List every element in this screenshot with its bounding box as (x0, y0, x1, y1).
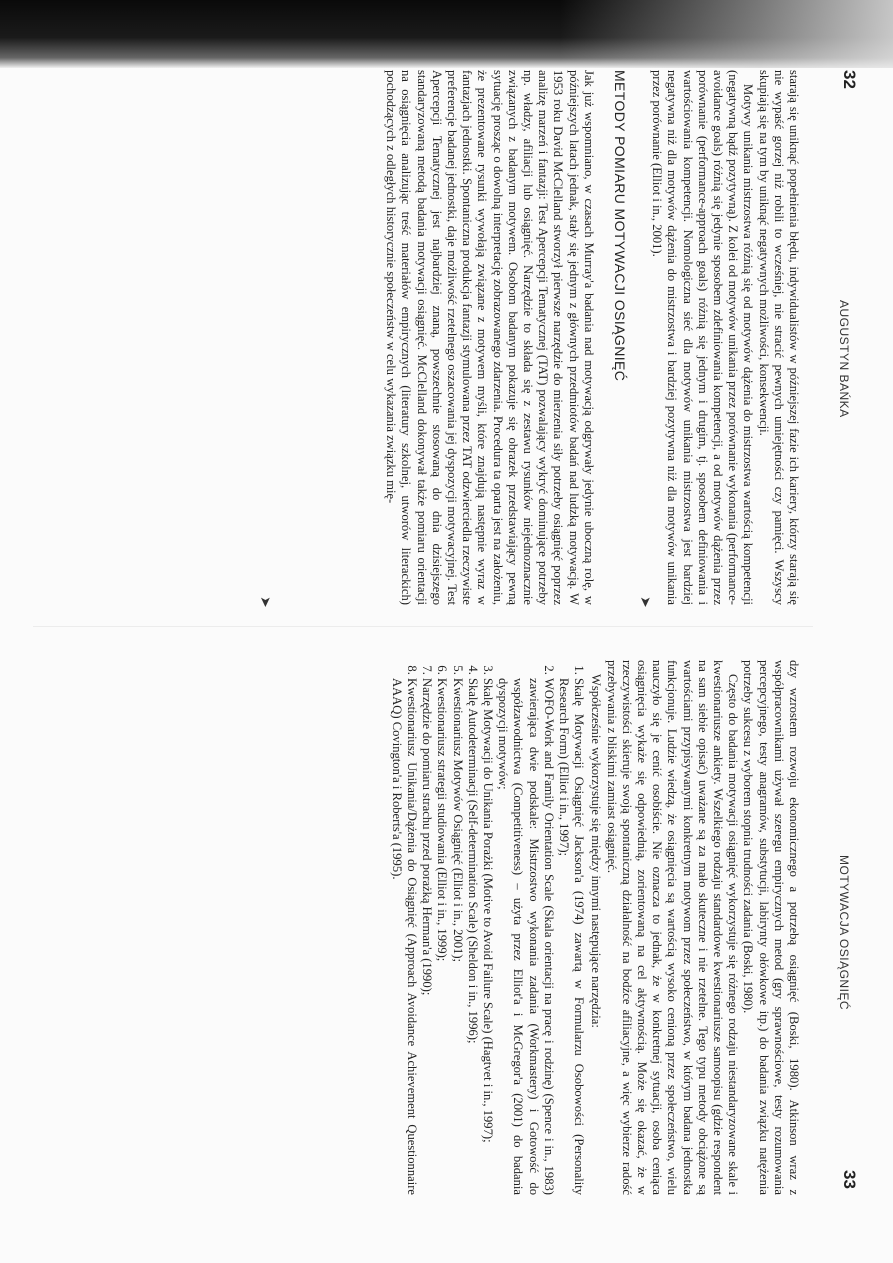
paragraph: Motywy unikania mistrzostwa różnią się od motywów dążenia do mistrzostwa wartością kompetencji (negatywną bądź pozytywną). Z kolei od motywów unikania przez porównanie wykonania (performance-avoidance goals) różnią się jedynie sposobem zdefiniowania kompetencji, a od motywów dążenia przez porównanie (performance-approach goals) różnią się jednym i drugim, tj. sposobem definiowania i wartościowania kompetencji. Nomologiczna sieć dla motywów unikania mistrzostwa jest bardziej negatywna niż dla motywów dążenia do mistrzostwa i bardziej pozytywna niż dla motywów unikania przez porównanie (Elliot i in., 2001). (650, 70, 756, 605)
book-gutter (33, 626, 813, 627)
paragraph: starają się uniknąć popełnienia błędu, indywidualistów w późniejszej fazie ich kariery, którzy starają się nie wypaść gorzej niż robili to wcześniej, nie stracić pewnych umiejętności czy pamięci. Wszyscy skupiają się na tym by uniknąć negatywnych możliwości, konsekwencji. (756, 70, 801, 605)
list-item: 8. Kwestionariusz Unikania/Dążenia do Osiągnięć (Approach Avoidance Achievement Questionnaire AAAQ) Covington'a i Roberts'a (1995). (389, 678, 419, 1195)
paragraph: Często do badania motywacji osiągnięć wykorzystuje się różnego rodzaju niestandaryzowane skale i kwestionariusze ankiety. Wszelkiego rodzaju standardowe kwestionariusze samoopisu (gdzie respondent na sam siebie opisać) uważane są za mało skuteczne i nie rzetelne. Tego typu metody obciążone są wartościami przypisywanymi konkretnym motywom przez społeczeństwo, w którym badana jednostka funkcjonuje. Ludzie wiedzą, że osiągnięcia są wartością wysoko cenioną przez społeczeństwo, wielu nauczyło się je cenić osobiście. Nie oznacza to jednak, że w konkretnej sytuacji, osoba ceniąca osiągnięcia wykaże się odpowiednią, zorientowaną na cel aktywnością. Może się okazać, że w rzeczywistości skieruje swoją spontaniczną działalność na bodźce afiliacyjne, a więc wybierze radość przebywania z bliskimi zamiast osiągnięć. (604, 660, 741, 1195)
paragraph: Współcześnie wykorzystuje się między innymi następujące narzędzia: (589, 674, 604, 1028)
list-item: 4. Skalę Autodeterminacji (Self-determination Scale) (Sheldon i in., 1996); (465, 678, 480, 1195)
tools-list (389, 660, 587, 1195)
paragraph: Jak już wspomniano, w czasach Murray'a badania nad motywacją odgrywały jedynie uboczną rolę, w późniejszych latach jednak, stały się jednym z głównych przedmiotów badań nad ludzką motywacją. W 1953 roku David McClelland stworzył pierwsze narzędzie do mierzenia siły potrzeby osiągnięć poprzez analizę marzeń i fantazji: Test Apercepcji Tematycznej (TAT) pozwalający wykryć dominujące potrzeby np. władzy, afiliacji lub osiągnięć. Narzędzie to składa się z zestawu rysunków niejednoznacznie związanych z badanym motywem. Osobom badanym pokazuje się obrazek przedstawiający pewną sytuację prosząc o dowolną interpretację zobrazowanego zdarzenia. Procedura ta oparta jest na założeniu, że prezentowane rysunki wywołają związane z motywem myśli, które znajdują następnie wyraz w fantazjach jednostki. Spontaniczna produkcja fantazji stymulowana przez TAT odzwierciedla rzeczywiste preferencje badanej jednostki, daje możliwość rzetelnego oszacowania jej dyspozycji motywacyjnej. Test Apercepcji Tematycznej jest najbardziej znaną, powszechnie stosowaną do dnia dzisiejszego standaryzowaną metodą badania motywacji osiągnięć. McClelland dokonywał także pomiaru orientacji na osiągnięcia analizując treść materiałów empirycznych (literatury szkolnej, utworów literackich) pochodzących z odległych historycznie społeczeństw w celu wykazania związku mię- (384, 70, 596, 605)
running-header-left: AUGUSTYN BAŃKA (837, 300, 851, 418)
list-item: 3. Skalę Motywacji do Unikania Porażki (Motive to Avoid Failure Scale) (Hagtvet i in., 1997); (480, 678, 495, 1195)
paragraph: dzy wzrostem rozwoju ekonomicznego a potrzebą osiągnięć (Boski, 1980). Atkinson wraz z współpracownikami używał szeregu empirycznych metod (gry sprawnościowe, testy rozumowania percepcyjnego, testy anagramów, substytucji, labirynty ołówkowe itp.) do badania związku natężenia potrzeby sukcesu z wyborem stopnia trudności zadania (Boski, 1980). (741, 660, 801, 1195)
page-number-right: 33 (840, 1170, 859, 1189)
scan-mark: ➤ (637, 596, 653, 608)
section-heading: METODY POMIARU MOTYWACJI OSIĄGNIĘĆ (611, 70, 628, 382)
list-item: 1. Skalę Motywacji Osiągnięć Jackson'a (1974) zawartą w Formularzu Osobowości (Personality Research Form) (Elliot i in., 1997); (556, 678, 586, 1195)
list-item: 5. Kwestionariusz Motywów Osiągnięć (Elliot i in., 2001); (449, 678, 464, 1195)
left-column (383, 70, 801, 605)
list-item: 6. Kwestionariusz strategii studiowania (Elliot i in., 1999); (434, 678, 449, 1195)
page-number-left: 32 (840, 70, 859, 89)
scan-mark: ➤ (257, 596, 273, 608)
list-item: 7. Narzędzie do pomiaru strachu przed porażką Herman'a (1990); (419, 678, 434, 1195)
right-column (389, 660, 801, 1195)
list-item: 2. WOFO-Work and Family Orientation Scale (Skala orientacji na pracę i rodzinę) (Spence i in., 1983) zawierająca dwie podskale: Mistrzostwo wykonania zadania (Workmastery) i Gotowość do współzawodnictwa (Competitiveness) – użyta przez Elliot'a i McGregor'a (2001) do badania dyspozycji motywów; (495, 678, 556, 1195)
running-header-right: MOTYWACJA OSIĄGNIĘĆ (837, 855, 851, 1011)
